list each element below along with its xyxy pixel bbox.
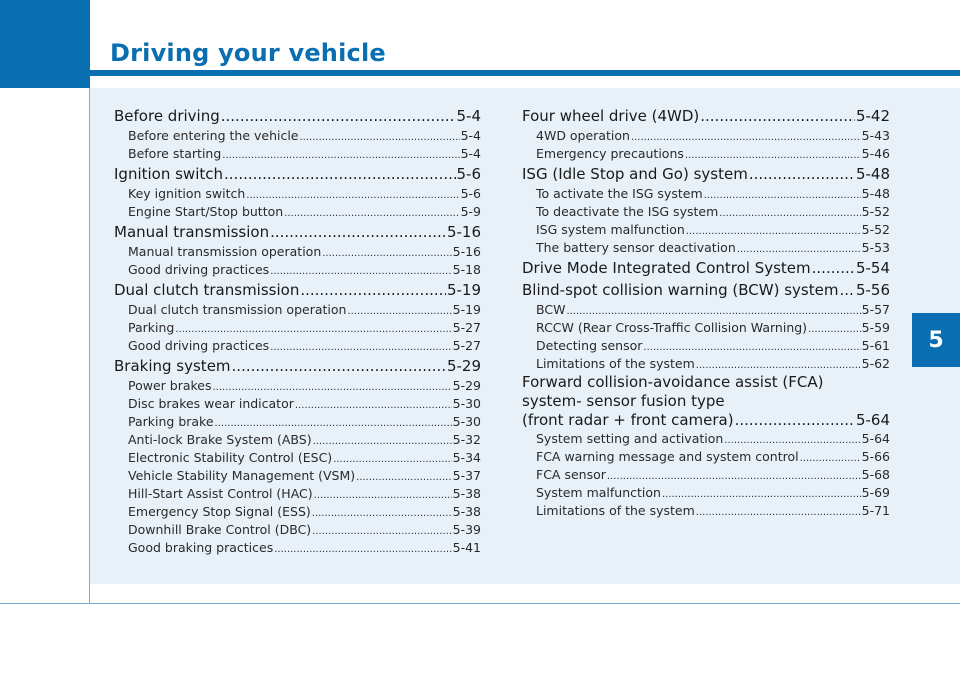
dot-leader bbox=[839, 279, 854, 301]
toc-page-number: 5-64 bbox=[861, 431, 890, 446]
toc-section-title: ISG (Idle Stop and Go) system bbox=[522, 165, 748, 183]
toc-right-column bbox=[522, 105, 890, 520]
toc-section[interactable] bbox=[114, 163, 481, 185]
toc-entry[interactable] bbox=[114, 395, 481, 413]
toc-entry[interactable] bbox=[114, 185, 481, 203]
toc-entry[interactable] bbox=[522, 185, 890, 203]
toc-section-title: Dual clutch transmission bbox=[114, 281, 300, 299]
toc-entry-label: Limitations of the system bbox=[536, 503, 695, 518]
toc-page-number: 5-68 bbox=[861, 467, 890, 482]
toc-entry[interactable] bbox=[522, 301, 890, 319]
dot-leader bbox=[232, 355, 446, 377]
toc-entry[interactable] bbox=[114, 145, 481, 163]
toc-entry-label: FCA warning message and system control bbox=[536, 449, 799, 464]
dot-leader bbox=[213, 381, 452, 395]
dot-leader bbox=[735, 411, 855, 430]
dot-leader bbox=[808, 323, 861, 337]
toc-entry[interactable] bbox=[522, 145, 890, 163]
toc-entry[interactable] bbox=[114, 243, 481, 261]
toc-page-number: 5-56 bbox=[855, 281, 890, 299]
dot-leader bbox=[270, 265, 451, 279]
dot-leader bbox=[662, 488, 861, 502]
toc-page-number: 5-27 bbox=[452, 338, 481, 353]
dot-leader bbox=[685, 149, 861, 163]
toc-entry-label: Before starting bbox=[128, 146, 222, 161]
toc-page-number: 5-66 bbox=[861, 449, 890, 464]
dot-leader bbox=[215, 417, 452, 431]
dot-leader bbox=[812, 257, 855, 279]
toc-entry[interactable] bbox=[522, 484, 890, 502]
toc-page-number: 5-64 bbox=[855, 411, 890, 429]
dot-leader bbox=[700, 105, 855, 127]
toc-page-number: 5-9 bbox=[460, 204, 481, 219]
dot-leader bbox=[347, 305, 451, 319]
toc-page-number: 5-48 bbox=[861, 186, 890, 201]
toc-entry[interactable] bbox=[114, 203, 481, 221]
toc-entry-label: Key ignition switch bbox=[128, 186, 246, 201]
toc-section[interactable] bbox=[522, 279, 890, 301]
dot-leader bbox=[246, 189, 459, 203]
toc-entry[interactable] bbox=[522, 319, 890, 337]
toc-entry[interactable] bbox=[114, 337, 481, 355]
toc-page-number: 5-62 bbox=[861, 356, 890, 371]
header-rule bbox=[90, 70, 960, 76]
toc-page-number: 5-69 bbox=[861, 485, 890, 500]
toc-entry-label: Limitations of the system bbox=[536, 356, 695, 371]
toc-section[interactable] bbox=[522, 373, 890, 430]
dot-leader bbox=[643, 341, 860, 355]
dot-leader bbox=[607, 470, 861, 484]
header-corner-block bbox=[0, 0, 90, 88]
toc-section-title: Braking system bbox=[114, 357, 231, 375]
toc-section-title: Forward collision-avoidance assist (FCA) bbox=[522, 373, 824, 391]
dot-leader bbox=[631, 131, 861, 145]
toc-entry-label: Manual transmission operation bbox=[128, 244, 322, 259]
toc-page-number: 5-37 bbox=[452, 468, 481, 483]
dot-leader bbox=[221, 105, 456, 127]
toc-entry[interactable] bbox=[522, 221, 890, 239]
toc-page-number: 5-32 bbox=[452, 432, 481, 447]
toc-entry-label: Vehicle Stability Management (VSM) bbox=[128, 468, 356, 483]
toc-page-number: 5-4 bbox=[456, 107, 481, 125]
toc-section-title: (front radar + front camera) bbox=[522, 411, 734, 429]
dot-leader bbox=[300, 131, 460, 145]
toc-page-number: 5-19 bbox=[446, 281, 481, 299]
toc-entry[interactable] bbox=[114, 467, 481, 485]
toc-entry-label: Good driving practices bbox=[128, 262, 270, 277]
toc-page-number: 5-39 bbox=[452, 522, 481, 537]
toc-page-number: 5-42 bbox=[855, 107, 890, 125]
toc-page-number: 5-16 bbox=[452, 244, 481, 259]
chapter-tab[interactable]: 5 bbox=[912, 313, 960, 367]
dot-leader bbox=[686, 225, 861, 239]
toc-page-number: 5-57 bbox=[861, 302, 890, 317]
toc-section-title: Four wheel drive (4WD) bbox=[522, 107, 700, 125]
toc-entry[interactable] bbox=[114, 503, 481, 521]
dot-leader bbox=[333, 453, 451, 467]
dot-leader bbox=[175, 323, 451, 337]
toc-page-number: 5-43 bbox=[861, 128, 890, 143]
toc-page-number: 5-19 bbox=[452, 302, 481, 317]
dot-leader bbox=[284, 207, 459, 221]
toc-page-number: 5-4 bbox=[460, 128, 481, 143]
toc-entry-label: Anti-lock Brake System (ABS) bbox=[128, 432, 312, 447]
toc-page-number: 5-30 bbox=[452, 414, 481, 429]
toc-entry[interactable] bbox=[522, 239, 890, 257]
dot-leader bbox=[274, 543, 451, 557]
toc-entry[interactable] bbox=[114, 319, 481, 337]
dot-leader bbox=[356, 471, 451, 485]
toc-page-number: 5-16 bbox=[446, 223, 481, 241]
dot-leader bbox=[312, 507, 452, 521]
toc-entry[interactable] bbox=[114, 301, 481, 319]
toc-page-number: 5-41 bbox=[452, 540, 481, 555]
toc-page-number: 5-52 bbox=[861, 204, 890, 219]
toc-section[interactable] bbox=[522, 105, 890, 127]
toc-entry-label: Engine Start/Stop button bbox=[128, 204, 284, 219]
dot-leader bbox=[566, 305, 860, 319]
toc-section-title: Ignition switch bbox=[114, 165, 224, 183]
toc-section[interactable] bbox=[522, 163, 890, 185]
toc-section-title: system- sensor fusion type bbox=[522, 392, 725, 410]
toc-entry[interactable] bbox=[114, 521, 481, 539]
toc-section-title: Manual transmission bbox=[114, 223, 270, 241]
toc-entry[interactable] bbox=[114, 449, 481, 467]
toc-entry-label: To deactivate the ISG system bbox=[536, 204, 719, 219]
toc-page-number: 5-54 bbox=[855, 259, 890, 277]
dot-leader bbox=[295, 399, 452, 413]
page-title: Driving your vehicle bbox=[110, 39, 386, 67]
dot-leader bbox=[749, 163, 855, 185]
toc-entry[interactable] bbox=[114, 413, 481, 431]
toc-entry-label: Before entering the vehicle bbox=[128, 128, 299, 143]
dot-leader bbox=[696, 506, 861, 520]
toc-entry-label: Emergency precautions bbox=[536, 146, 684, 161]
dot-leader bbox=[222, 149, 459, 163]
dot-leader bbox=[719, 207, 860, 221]
toc-entry-label: Hill-Start Assist Control (HAC) bbox=[128, 486, 313, 501]
toc-left-column bbox=[114, 105, 481, 557]
dot-leader bbox=[322, 247, 451, 261]
toc-page-number: 5-6 bbox=[460, 186, 481, 201]
toc-page-number: 5-61 bbox=[861, 338, 890, 353]
toc-entry-label: Parking bbox=[128, 320, 175, 335]
toc-page-number: 5-52 bbox=[861, 222, 890, 237]
toc-section[interactable] bbox=[114, 355, 481, 377]
toc-entry-label: Disc brakes wear indicator bbox=[128, 396, 294, 411]
dot-leader bbox=[724, 434, 860, 448]
toc-page-number: 5-53 bbox=[861, 240, 890, 255]
dot-leader bbox=[313, 435, 452, 449]
toc-page-number: 5-18 bbox=[452, 262, 481, 277]
toc-entry-label: System setting and activation bbox=[536, 431, 724, 446]
toc-entry-label: Dual clutch transmission operation bbox=[128, 302, 347, 317]
dot-leader bbox=[314, 489, 452, 503]
toc-entry-label: Detecting sensor bbox=[536, 338, 643, 353]
toc-entry[interactable] bbox=[114, 539, 481, 557]
footer-line bbox=[0, 603, 960, 604]
toc-entry-label: 4WD operation bbox=[536, 128, 630, 143]
toc-entry[interactable] bbox=[522, 502, 890, 520]
toc-entry-label: Electronic Stability Control (ESC) bbox=[128, 450, 333, 465]
margin-line bbox=[89, 88, 90, 604]
toc-entry-label: FCA sensor bbox=[536, 467, 606, 482]
toc-entry[interactable] bbox=[114, 431, 481, 449]
toc-entry-label: System malfunction bbox=[536, 485, 661, 500]
toc-section-title: Blind-spot collision warning (BCW) system bbox=[522, 281, 839, 299]
toc-page-number: 5-30 bbox=[452, 396, 481, 411]
toc-page-number: 5-71 bbox=[861, 503, 890, 518]
toc-section[interactable] bbox=[114, 105, 481, 127]
toc-section-title: Before driving bbox=[114, 107, 220, 125]
toc-entry-label: To activate the ISG system bbox=[536, 186, 703, 201]
toc-page-number: 5-46 bbox=[861, 146, 890, 161]
toc-entry-label: Good braking practices bbox=[128, 540, 274, 555]
toc-entry[interactable] bbox=[114, 127, 481, 145]
toc-entry[interactable] bbox=[522, 430, 890, 448]
toc-entry[interactable] bbox=[522, 337, 890, 355]
toc-page-number: 5-38 bbox=[452, 486, 481, 501]
toc-entry-label: Good driving practices bbox=[128, 338, 270, 353]
toc-entry-label: ISG system malfunction bbox=[536, 222, 685, 237]
dot-leader bbox=[224, 163, 455, 185]
toc-entry[interactable] bbox=[522, 127, 890, 145]
toc-page-number: 5-34 bbox=[452, 450, 481, 465]
toc-entry-label: The battery sensor deactivation bbox=[536, 240, 736, 255]
toc-page-number: 5-38 bbox=[452, 504, 481, 519]
toc-entry[interactable] bbox=[522, 448, 890, 466]
dot-leader bbox=[300, 279, 446, 301]
toc-section[interactable] bbox=[522, 257, 890, 279]
toc-entry-label: Parking brake bbox=[128, 414, 214, 429]
toc-page-number: 5-29 bbox=[446, 357, 481, 375]
toc-entry[interactable] bbox=[114, 485, 481, 503]
toc-entry[interactable] bbox=[522, 355, 890, 373]
dot-leader bbox=[696, 359, 861, 373]
toc-section[interactable] bbox=[114, 279, 481, 301]
toc-page-number: 5-6 bbox=[456, 165, 481, 183]
toc-page-number: 5-59 bbox=[861, 320, 890, 335]
toc-section[interactable] bbox=[114, 221, 481, 243]
dot-leader bbox=[270, 221, 446, 243]
toc-entry-label: RCCW (Rear Cross-Traffic Collision Warning) bbox=[536, 320, 808, 335]
toc-entry-label: Downhill Brake Control (DBC) bbox=[128, 522, 312, 537]
dot-leader bbox=[737, 243, 861, 257]
dot-leader bbox=[270, 341, 451, 355]
toc-entry-label: Emergency Stop Signal (ESS) bbox=[128, 504, 311, 519]
dot-leader bbox=[704, 189, 861, 203]
toc-page-number: 5-4 bbox=[460, 146, 481, 161]
toc-entry-label: Power brakes bbox=[128, 378, 212, 393]
dot-leader bbox=[800, 452, 861, 466]
toc-entry[interactable] bbox=[114, 261, 481, 279]
toc-entry[interactable] bbox=[114, 377, 481, 395]
toc-page-number: 5-29 bbox=[452, 378, 481, 393]
toc-entry[interactable] bbox=[522, 203, 890, 221]
dot-leader bbox=[312, 525, 451, 539]
toc-entry-label: BCW bbox=[536, 302, 566, 317]
toc-entry[interactable] bbox=[522, 466, 890, 484]
toc-page-number: 5-48 bbox=[855, 165, 890, 183]
toc-section-title: Drive Mode Integrated Control System bbox=[522, 259, 811, 277]
toc-page-number: 5-27 bbox=[452, 320, 481, 335]
